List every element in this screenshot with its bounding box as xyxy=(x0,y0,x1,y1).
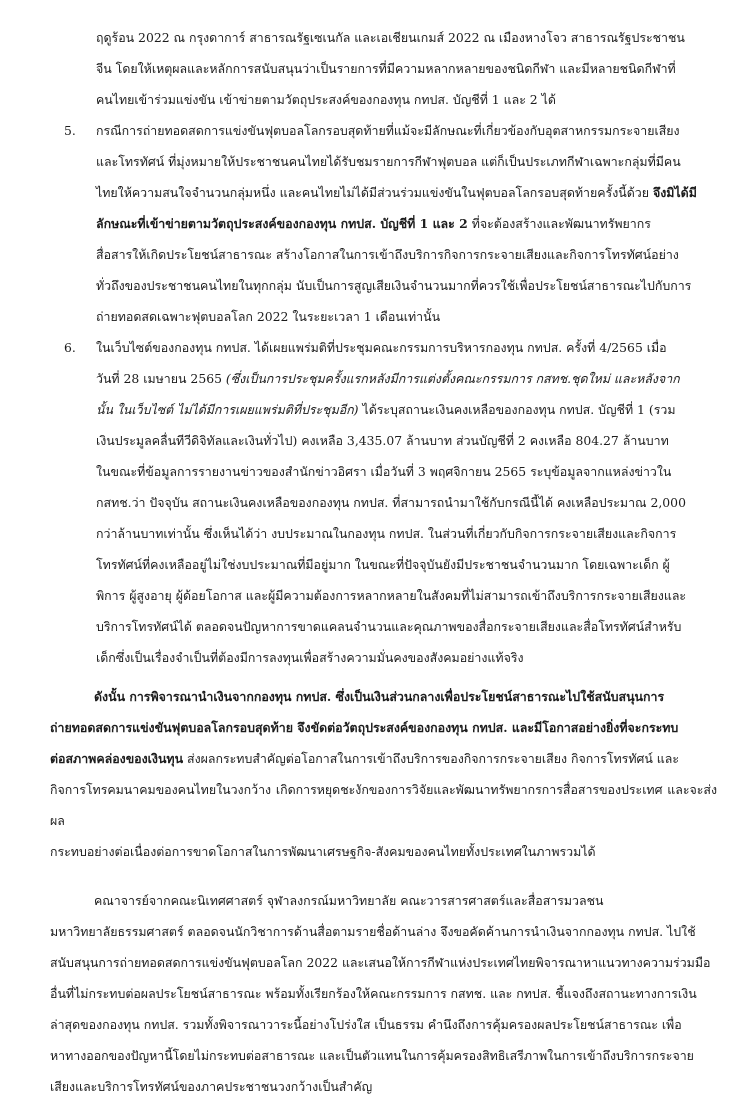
bold-text: ดังนั้น การพิจารณานำเงินจากกองทุน กทปส. ซึ่งเป็นเงินส่วนกลางเพื่อประโยชน์สาธารณะไปใช้สนับสนุนการ xyxy=(94,689,665,704)
text-line xyxy=(50,743,717,774)
text-line: ล่าสุดของกองทุน กทปส. รวมทั้งพิจารณาวาระนี้อย่างโปร่งใส เป็นธรรม คำนึงถึงการคุ้มครองผลประโยชน์สาธารณะ เพื่อ xyxy=(50,1017,682,1032)
italic-text: (ซึ่งเป็นการประชุมครั้งแรกหลังมีการแต่งตั้งคณะกรรมการ กสทช.ชุดใหม่ และหลังจาก xyxy=(225,371,680,386)
text-line: กิจการโทรคมนาคมของคนไทยในวงกว้าง เกิดการหยุดชะงักของการวิจัยและพัฒนาทรัพยากรการสื่อสารของประเทศ และจะส่งผล xyxy=(50,782,717,828)
text-line: บริการโทรทัศน์ได้ ตลอดจนปัญหาการขาดแคลนจำนวนและคุณภาพของสื่อกระจายเสียงและสื่อโทรทัศน์สำหรับ xyxy=(96,619,682,634)
text-line xyxy=(96,177,717,208)
item-number: 6. xyxy=(64,340,76,355)
text-line: ทั่วถึงของประชาชนคนไทยในทุกกลุ่ม นับเป็นการสูญเสียเงินจำนวนมากที่ควรใช้เพื่อประโยชน์สาธารณะไปกับการ xyxy=(96,278,692,293)
item-4-continuation xyxy=(66,22,717,115)
item-number: 5. xyxy=(64,123,76,138)
text-line: เสียงและบริการโทรทัศน์ของภาคประชาชนวงกว้างเป็นสำคัญ xyxy=(50,1079,373,1094)
text-line: สื่อสารให้เกิดประโยชน์สาธารณะ สร้างโอกาสในการเข้าถึงบริการกิจการกระจายเสียงและกิจการโทรทัศน์อย่าง xyxy=(96,247,679,262)
text-line: กว่าล้านบาทเท่านั้น ซึ่งเห็นได้ว่า งบประมาณในกองทุน กทปส. ในส่วนที่เกี่ยวกับกิจการกระจายเสียงและกิจการ xyxy=(96,526,677,541)
text-run: ได้ระบุสถานะเงินคงเหลือของกองทุน กทปส. บัญชีที่ 1 (รวม xyxy=(358,402,676,417)
text-run: ส่งผลกระทบสำคัญต่อโอกาสในการเข้าถึงบริการของกิจการกระจายเสียง กิจการโทรทัศน์ และ xyxy=(183,751,679,766)
list-item-6 xyxy=(66,332,717,673)
text-run: ที่จะต้องสร้างและพัฒนาทรัพยากร xyxy=(467,216,651,231)
list-item-5 xyxy=(66,115,717,332)
text-line: สนับสนุนการถ่ายทอดสดการแข่งขันฟุตบอลโลก 2022 และเสนอให้การกีฬาแห่งประเทศไทยพิจารณาหาแนวทางความร่วมมือ xyxy=(50,955,711,970)
text-line: จีน โดยให้เหตุผลและหลักการสนับสนุนว่าเป็นรายการที่มีความหลากหลายของชนิดกีฬา และมีหลายชนิดกีฬาที่ xyxy=(96,61,676,76)
bold-text: ต่อสภาพคล่องของเงินทุน xyxy=(50,751,184,766)
text-run: วันที่ 28 เมษายน 2565 xyxy=(96,371,226,386)
text-line: มหาวิทยาลัยธรรมศาสตร์ ตลอดจนนักวิชาการด้านสื่อตามรายชื่อด้านล่าง จึงขอคัดค้านการนำเงินจากกองทุน กทปส. ไปใช้ xyxy=(50,924,696,939)
text-line: และโทรทัศน์ ที่มุ่งหมายให้ประชาชนคนไทยได้รับชมรายการกีฬาฟุตบอล แต่ก็เป็นประเภทกีฬาเฉพาะกลุ่มที่มีคน xyxy=(96,154,681,169)
text-line: เงินประมูลคลื่นทีวีดิจิทัลและเงินทั่วไป) คงเหลือ 3,435.07 ล้านบาท ส่วนบัญชีที่ 2 คงเหลือ 804.27 ล้านบาท xyxy=(96,433,669,448)
text-line: คนไทยเข้าร่วมแข่งขัน เข้าข่ายตามวัตถุประสงค์ของกองทุน กทปส. บัญชีที่ 1 และ 2 ได้ xyxy=(96,92,556,107)
bold-text: ถ่ายทอดสดการแข่งขันฟุตบอลโลกรอบสุดท้าย จึงขัดต่อวัตถุประสงค์ของกองทุน กทปส. และมีโอกาสอย่างยิ่งที่จะกระทบ xyxy=(50,720,679,735)
summary-paragraph xyxy=(50,681,717,867)
text-line: กสทช.ว่า ปัจจุบัน สถานะเงินคงเหลือของกองทุน กทปส. ที่สามารถนำมาใช้กับกรณีนี้ได้ คงเหลือประมาณ 2,000 xyxy=(96,495,686,510)
faculty-paragraph xyxy=(50,885,717,1102)
text-line: กระทบอย่างต่อเนื่องต่อการขาดโอกาสในการพัฒนาเศรษฐกิจ-สังคมของคนไทยทั้งประเทศในภาพรวมได้ xyxy=(50,844,596,859)
bold-text: ลักษณะที่เข้าข่ายตามวัตถุประสงค์ของกองทุน กทปส. บัญชีที่ 1 และ 2 xyxy=(96,216,468,231)
text-run: ไทยให้ความสนใจจำนวนกลุ่มหนึ่ง และคนไทยไม่ได้มีส่วนร่วมแข่งขันในฟุตบอลโลกรอบสุดท้ายครั้งนี้ด้วย xyxy=(96,185,653,200)
text-line: เด็กซึ่งเป็นเรื่องจำเป็นที่ต้องมีการลงทุนเพื่อสร้างความมั่นคงของสังคมอย่างแท้จริง xyxy=(96,650,524,665)
text-line: พิการ ผู้สูงอายุ ผู้ด้อยโอกาส และผู้มีความต้องการหลากหลายในสังคมที่ไม่สามารถเข้าถึงบริการกระจายเสียงและ xyxy=(96,588,687,603)
text-line: ในเว็บไซต์ของกองทุน กทปส. ได้เผยแพร่มติที่ประชุมคณะกรรมการบริหารกองทุน กทปส. ครั้งที่ 4/2565 เมื่อ xyxy=(96,340,667,355)
text-line: ฤดูร้อน 2022 ณ กรุงดาการ์ สาธารณรัฐเซเนกัล และเอเชียนเกมส์ 2022 ณ เมืองหางโจว สาธารณรัฐประชาชน xyxy=(96,30,685,45)
text-line: หาทางออกของปัญหานี้โดยไม่กระทบต่อสาธารณะ และเป็นตัวแทนในการคุ้มครองสิทธิเสรีภาพในการเข้าถึงบริการกระจาย xyxy=(50,1048,694,1063)
text-line xyxy=(96,208,717,239)
text-line: ถ่ายทอดสดเฉพาะฟุตบอลโลก 2022 ในระยะเวลา 1 เดือนเท่านั้น xyxy=(96,309,441,324)
text-line: โทรทัศน์ที่คงเหลืออยู่ไม่ใช่งบประมาณที่มีอยู่มาก ในขณะที่ปัจจุบันยังมีประชาชนจำนวนมาก โดยเฉพาะเด็ก ผู้ xyxy=(96,557,670,572)
text-line: กรณีการถ่ายทอดสดการแข่งขันฟุตบอลโลกรอบสุดท้ายที่แม้จะมีลักษณะที่เกี่ยวข้องกับอุตสาหกรรมกระจายเสียง xyxy=(96,123,680,138)
italic-text: นั้น ในเว็บไซต์ ไม่ได้มีการเผยแพร่มติที่ประชุมอีก) xyxy=(96,402,359,417)
text-line xyxy=(96,394,717,425)
bold-text: จึงมิได้มี xyxy=(652,185,697,200)
text-line xyxy=(96,363,717,394)
text-line: ในขณะที่ข้อมูลการรายงานข่าวของสำนักข่าวอิศรา เมื่อวันที่ 3 พฤศจิกายน 2565 ระบุข้อมูลจากแหล่งข่าวใน xyxy=(96,464,672,479)
text-line: คณาจารย์จากคณะนิเทศศาสตร์ จุฬาลงกรณ์มหาวิทยาลัย คณะวารสารศาสตร์และสื่อสารมวลชน xyxy=(94,893,604,908)
text-line: อื่นที่ไม่กระทบต่อผลประโยชน์สาธารณะ พร้อมทั้งเรียกร้องให้คณะกรรมการ กสทช. และ กทปส. ชี้แจงถึงสถานะทางการเงิน xyxy=(50,986,697,1001)
